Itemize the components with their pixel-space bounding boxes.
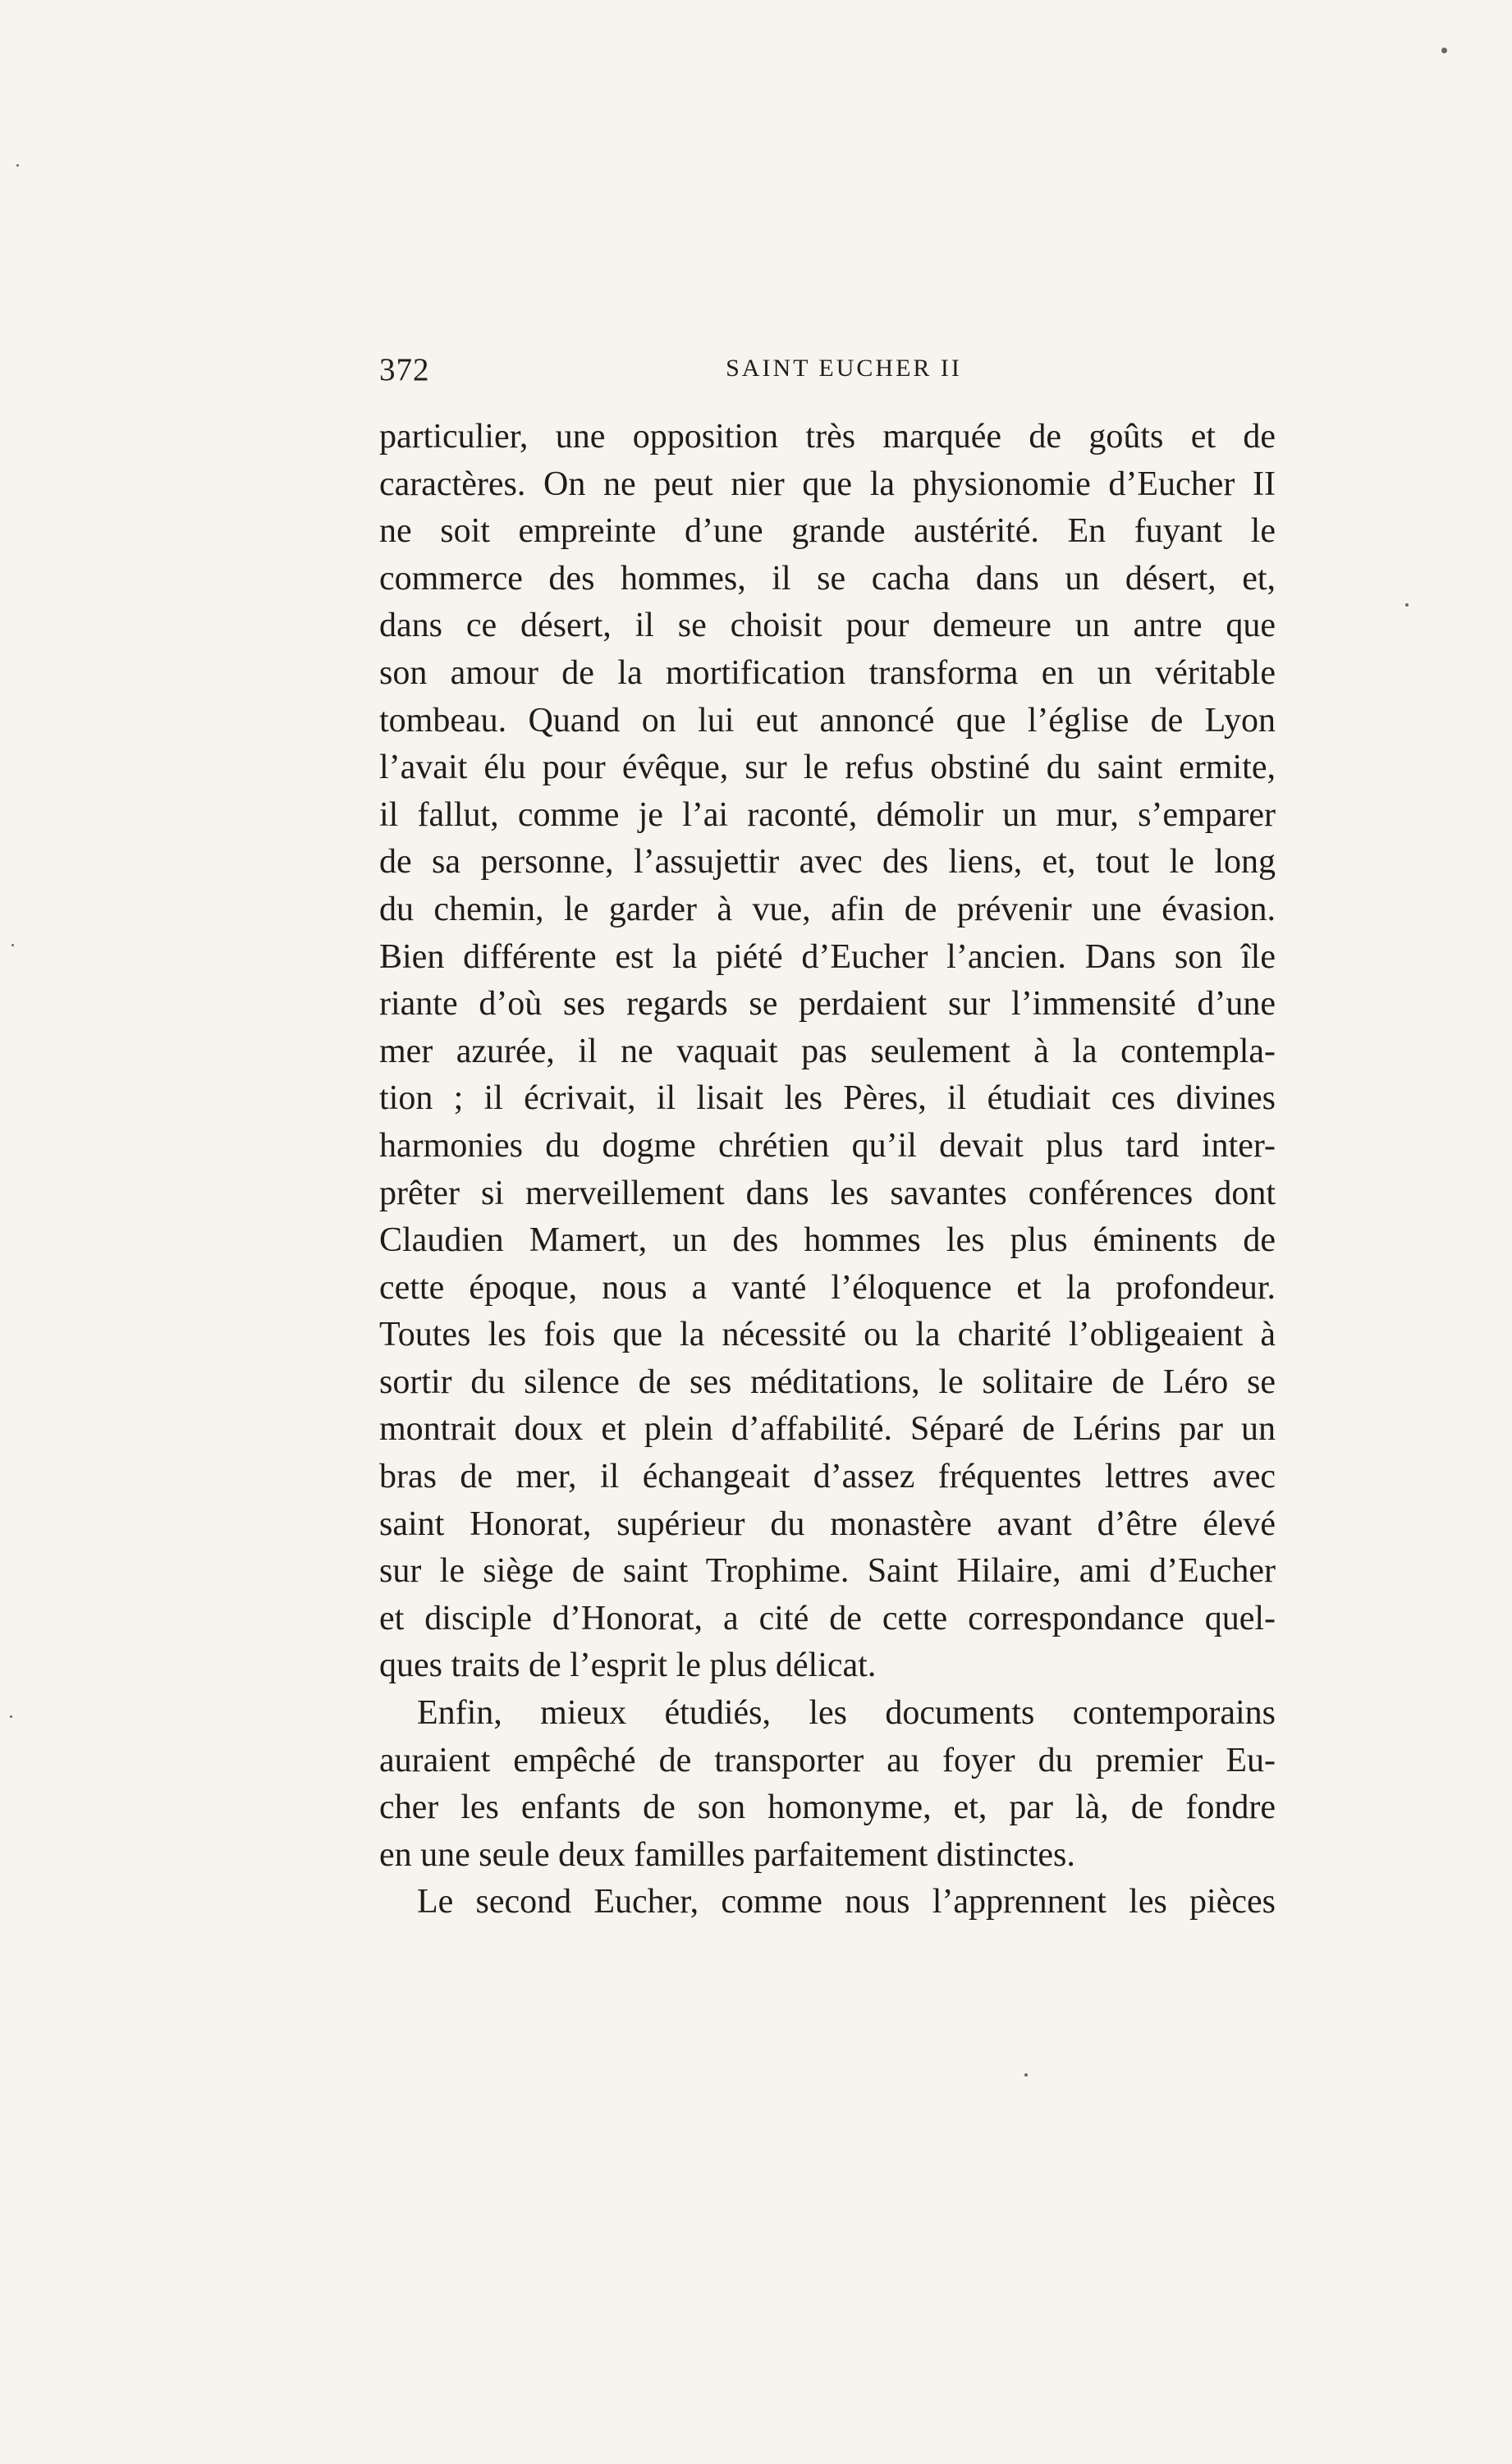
text-line: saint Honorat, supérieur du monastère avant d’être élevé (379, 1505, 1276, 1543)
scan-speck (1024, 2073, 1028, 2077)
text-line: cette époque, nous a vanté l’éloquence et la profondeur. (379, 1268, 1276, 1307)
body-text (379, 414, 1276, 1926)
text-line: Enfin, mieux étudiés, les documents contemporains (417, 1694, 1276, 1733)
text-line: il fallut, comme je l’ai raconté, démolir un mur, s’emparer (379, 795, 1276, 834)
text-line: sur le siège de saint Trophime. Saint Hilaire, ami d’Eucher (379, 1552, 1276, 1591)
text-line: tion ; il écrivait, il lisait les Pères, il étudiait ces divines (379, 1079, 1276, 1118)
text-line: ne soit empreinte d’une grande austérité. En fuyant le (379, 512, 1276, 551)
running-title: SAINT EUCHER II (726, 355, 962, 382)
scan-speck (1405, 603, 1409, 607)
text-line: sortir du silence de ses méditations, le solitaire de Léro se (379, 1363, 1276, 1401)
scan-speck (11, 944, 14, 946)
scan-speck (16, 164, 19, 167)
page-number: 372 (379, 352, 430, 387)
text-line: l’avait élu pour évêque, sur le refus obstiné du saint ermite, (379, 749, 1276, 787)
text-line: particulier, une opposition très marquée de goûts et de (379, 418, 1276, 456)
text-line: dans ce désert, il se choisit pour demeure un antre que (379, 607, 1276, 645)
text-line: de sa personne, l’assujettir avec des liens, et, tout le long (379, 843, 1276, 882)
text-line: mer azurée, il ne vaquait pas seulement à la contempla- (379, 1032, 1276, 1070)
text-line: prêter si merveillement dans les savantes conférences dont (379, 1174, 1276, 1212)
text-line: montrait doux et plein d’affabilité. Séparé de Lérins par un (379, 1410, 1276, 1449)
text-line: ques traits de l’esprit le plus délicat. (379, 1646, 877, 1685)
text-line: du chemin, le garder à vue, afin de prévenir une évasion. (379, 890, 1276, 928)
text-line: son amour de la mortification transforma en un véritable (379, 653, 1276, 692)
text-line: riante d’où ses regards se perdaient sur l’immensité d’une (379, 985, 1276, 1024)
text-line: caractères. On ne peut nier que la physionomie d’Eucher II (379, 465, 1276, 503)
text-line: Claudien Mamert, un des hommes les plus éminents de (379, 1221, 1276, 1260)
text-line: en une seule deux familles parfaitement distinctes. (379, 1835, 1075, 1874)
text-line: cher les enfants de son homonyme, et, par là, de fondre (379, 1788, 1276, 1827)
text-line: tombeau. Quand on lui eut annoncé que l’église de Lyon (379, 701, 1276, 740)
text-line: harmonies du dogme chrétien qu’il devait plus tard inter- (379, 1126, 1276, 1165)
text-line: commerce des hommes, il se cacha dans un désert, et, (379, 559, 1276, 598)
scan-speck (1441, 48, 1447, 53)
scan-speck (10, 1715, 12, 1718)
page-header (379, 351, 1276, 401)
text-line: Le second Eucher, comme nous l’apprennent les pièces (417, 1883, 1276, 1921)
text-line: et disciple d’Honorat, a cité de cette correspondance quel- (379, 1599, 1276, 1637)
text-line: Bien différente est la piété d’Eucher l’ancien. Dans son île (379, 937, 1276, 976)
text-line: auraient empêché de transporter au foyer du premier Eu- (379, 1741, 1276, 1779)
text-line: Toutes les fois que la nécessité ou la charité l’obligeaient à (379, 1316, 1276, 1354)
text-line: bras de mer, il échangeait d’assez fréquentes lettres avec (379, 1458, 1276, 1496)
